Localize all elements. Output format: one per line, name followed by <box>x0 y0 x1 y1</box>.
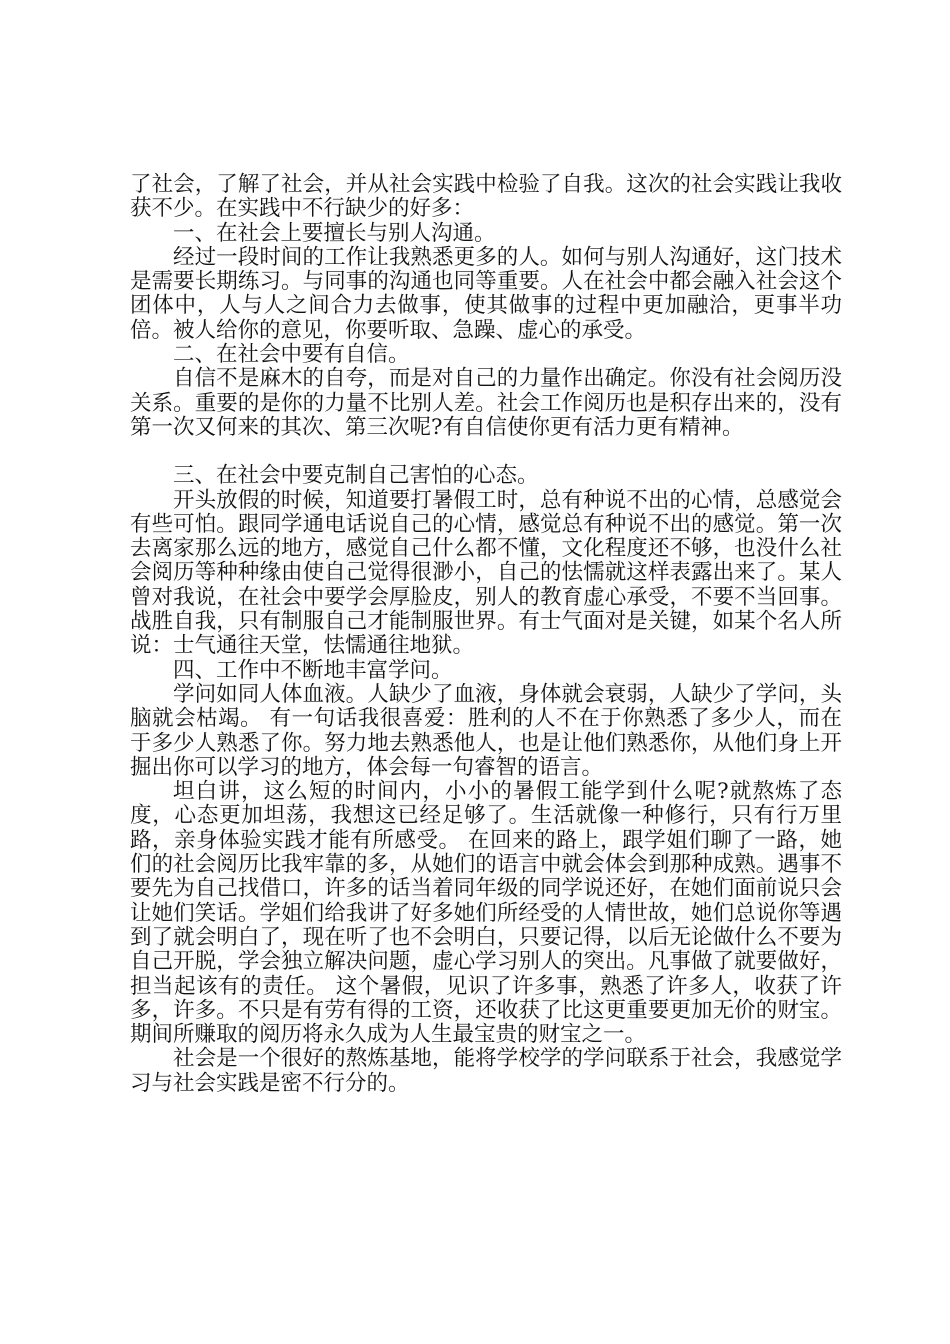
paragraph-fear: 开头放假的时候，知道要打暑假工时，总有种说不出的心情，总感觉会有些可怕。跟同学通电话说自己的心情，感觉总有种说不出的感觉。第一次去离家那么远的地方，感觉自己什么都不懂，文化程度还不够，也没什么社会阅历等种种缘由使自己觉得很渺小，自己的怯懦就这样表露出来了。某人曾对我说，在社会中要学会厚脸皮，别人的教育虚心承受，不要不当回事。战胜自我，只有制服自己才能制服世界。有士气面对是关键，如某个名人所说：士气通往天堂，怯懦通往地狱。 <box>130 487 842 659</box>
paragraph-spacer <box>130 440 842 464</box>
paragraph-intro: 了社会，了解了社会，并从社会实践中检验了自我。这次的社会实践让我收获不少。在实践中不行缺少的好多： <box>130 172 842 222</box>
paragraph-communication: 经过一段时间的工作让我熟悉更多的人。如何与别人沟通好，这门技术是需要长期练习。与同事的沟通也同等重要。人在社会中都会融入社会这个团体中，人与人之间合力去做事，使其做事的过程中更加融洽，更事半功倍。被人给你的意见，你要听取、急躁、虚心的承受。 <box>130 244 842 343</box>
heading-confidence: 二、在社会中要有自信。 <box>173 342 410 368</box>
paragraph-reflection: 坦白讲，这么短的时间内，小小的暑假工能学到什么呢?就熬炼了态度，心态更加坦荡，我想这已经足够了。生活就像一种修行，只有行万里路，亲身体验实践才能有所感受。 在回来的路上，跟学姐们聊了一路，她们的社会阅历比我牢靠的多，从她们的语言中就会体会到那种成熟。遇事不要先为自己找借口，许多的话当着同年级的同学说还好，在她们面前说只会让她们笑话。学姐们给我讲了好多她们所经受的人情世故，她们总说你等遇到了就会明白了，现在听了也不会明白，只要记得，以后无论做什么不要为自己开脱，学会独立解决问题，虚心学习别人的突出。凡事做了就要做好，担当起该有的责任。 这个暑假，见识了许多事，熟悉了许多人，收获了许多，许多。不只是有劳有得的工资，还收获了比这更重要更加无价的财宝。期间所赚取的阅历将永久成为人生最宝贵的财宝之一。 <box>130 779 842 1048</box>
heading-knowledge: 四、工作中不断地丰富学问。 <box>173 657 453 683</box>
heading-fear: 三、在社会中要克制自己害怕的心态。 <box>173 463 539 489</box>
paragraph-conclusion: 社会是一个很好的熬炼基地，能将学校学的学问联系于社会，我感觉学习与社会实践是密不行分的。 <box>130 1046 842 1096</box>
paragraph-knowledge: 学问如同人体血液。人缺少了血液，身体就会衰弱，人缺少了学问，头脑就会枯竭。 有一句话我很喜爱：胜利的人不在于你熟悉了多少人，而在于多少人熟悉了你。努力地去熟悉他人，也是让他们熟悉你，从他们身上开掘出你可以学习的地方，体会每一句睿智的语言。 <box>130 681 842 780</box>
document-body <box>130 173 842 1096</box>
heading-communication: 一、在社会上要擅长与别人沟通。 <box>173 220 496 246</box>
paragraph-confidence: 自信不是麻木的自夸，而是对自己的力量作出确定。你没有社会阅历没关系。重要的是你的力量不比别人差。社会工作阅历也是积存出来的，没有第一次又何来的其次、第三次呢?有自信使你更有活力更有精神。 <box>130 366 842 440</box>
